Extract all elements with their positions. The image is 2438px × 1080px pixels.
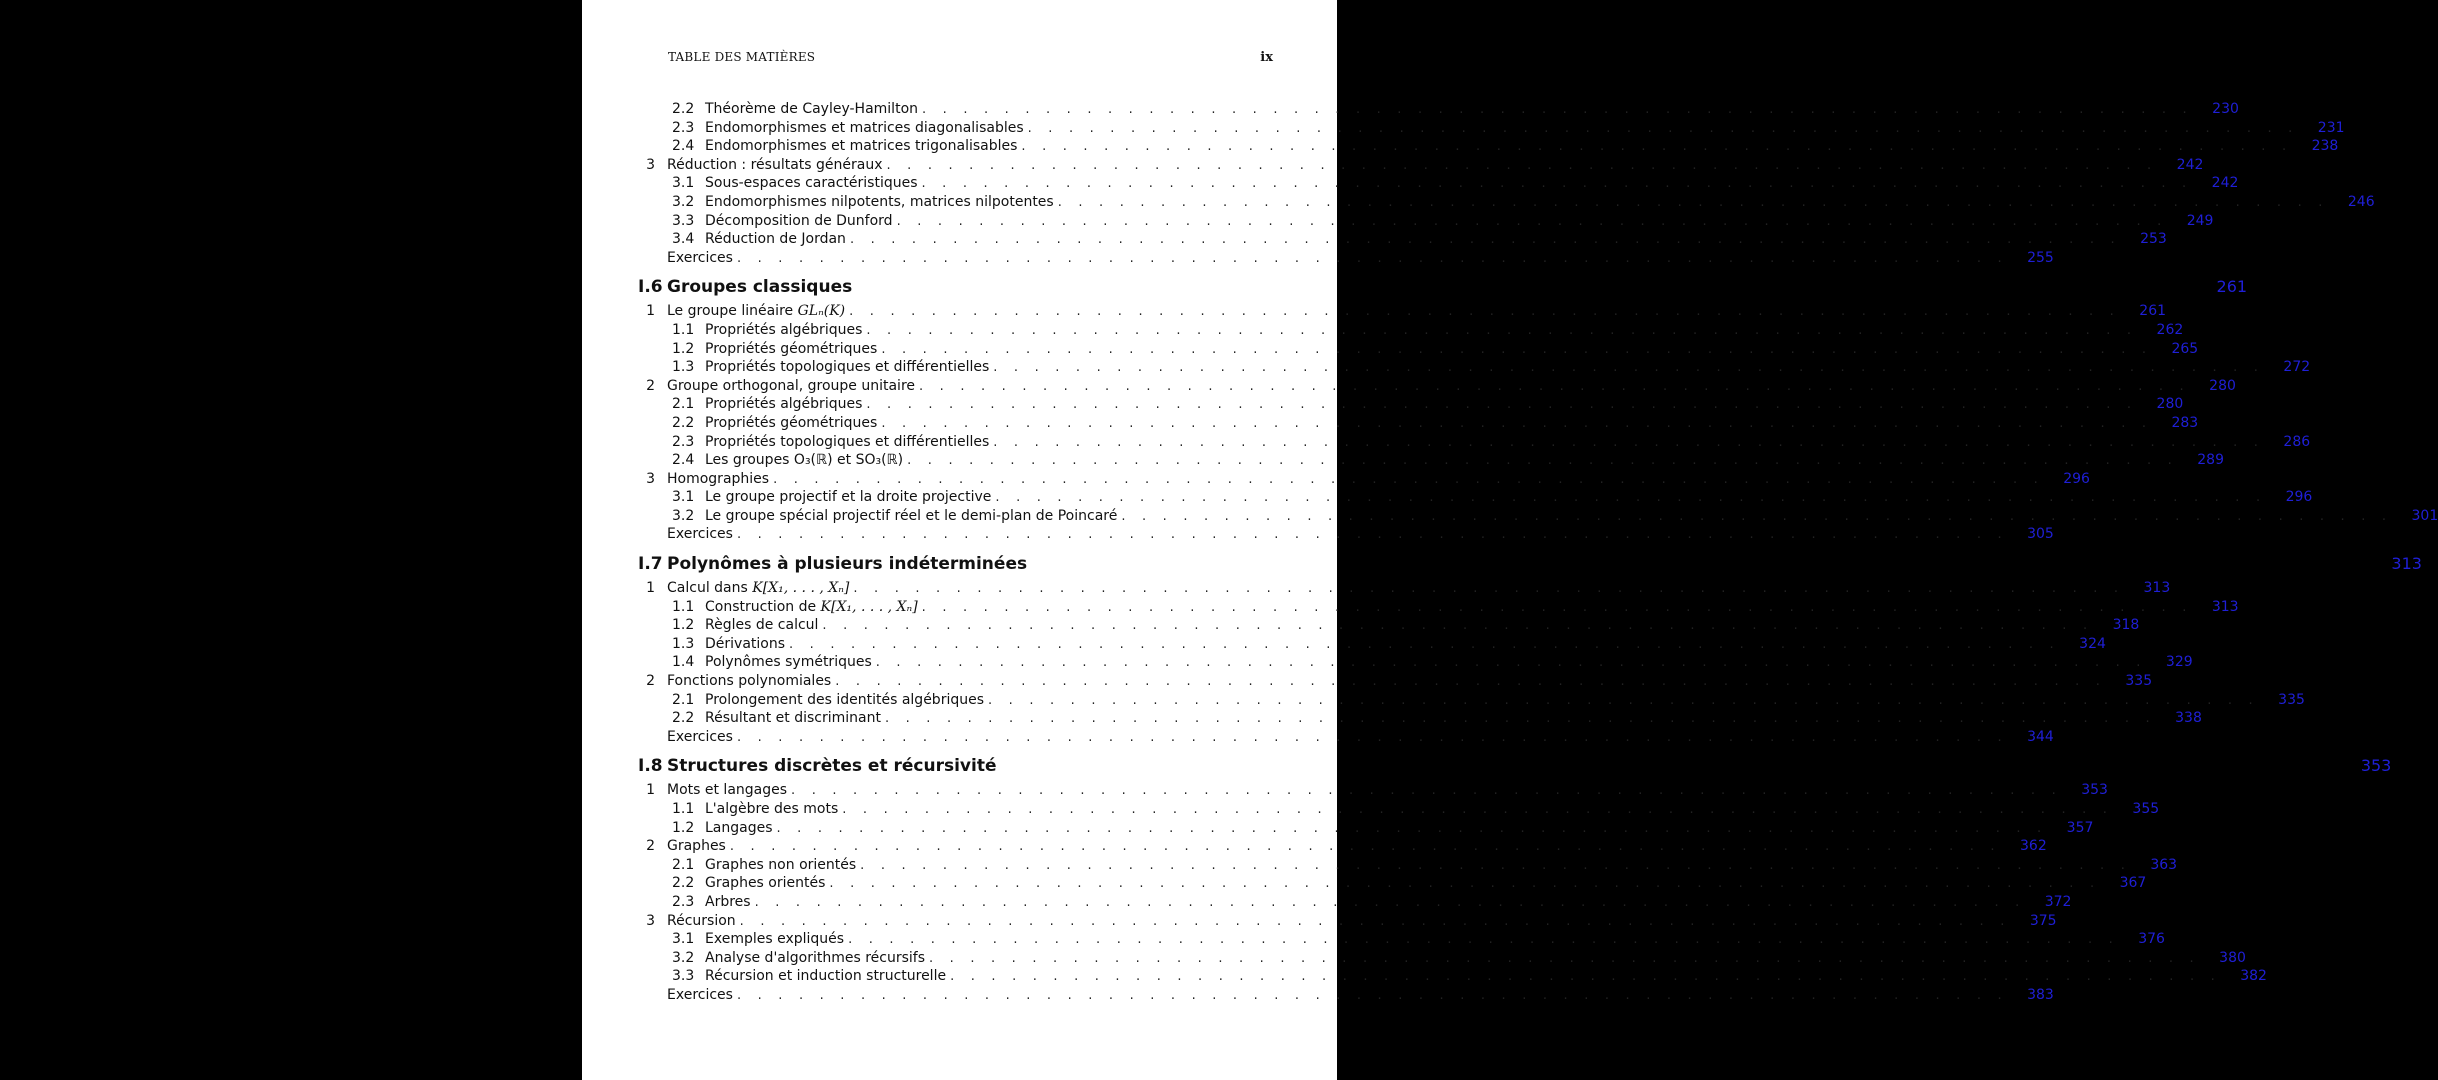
toc-entry-title: [705, 967, 950, 986]
toc-entry[interactable]: [638, 358, 2311, 377]
toc-dot-leader: . . . . . . . . . . . . . . . . . . . . . . . . . . . . . . . . . . . . . . . . . . . . . . . . . . . . . . . . . . . . . .: [886, 157, 2158, 173]
toc-page-link[interactable]: 344: [2027, 728, 2054, 745]
toc-entry-title-text: Polynômes symétriques: [705, 654, 872, 671]
toc-entry[interactable]: [638, 249, 2054, 268]
toc-entry[interactable]: [638, 930, 2165, 949]
toc-entry-math: K[X₁, . . . , Xₙ]: [752, 580, 850, 597]
toc-chapter[interactable]: [638, 550, 2422, 577]
toc-entry[interactable]: [638, 781, 2108, 800]
toc-entry-title-text: Prolongement des identités algébriques: [705, 691, 985, 708]
toc-entry-number: 1.3: [672, 635, 695, 652]
toc-entry-title-text: Graphes non orientés: [705, 856, 857, 873]
toc-entry-title-text: Théorème de Cayley-Hamilton: [705, 101, 919, 117]
toc-entry-title: [705, 635, 789, 654]
toc-entry-number: 2.2: [672, 414, 695, 431]
toc-dot-leader: . . . . . . . . . . . . . . . . . . . . . . . . . . . . . . . . . . . . . . . . . . . . . . . . . . . . . . . . . . . . . .: [736, 250, 2008, 266]
toc-dot-leader: . . . . . . . . . . . . . . . . . . . . . . . . . . . . . . . . . . . . . . . . . . . . . . . . . . . . . . . . . . . . . .: [789, 636, 2060, 652]
toc-entry-number: 3.4: [672, 231, 695, 248]
toc-page-link[interactable]: 338: [2175, 710, 2202, 727]
toc-entry-title-text: Propriétés algébriques: [705, 321, 863, 338]
toc-entry-number: 2.2: [672, 710, 695, 727]
toc-entry[interactable]: [638, 986, 2054, 1005]
table-of-contents: [638, 100, 2438, 1005]
toc-page-link[interactable]: 335: [2125, 673, 2153, 690]
toc-dot-leader: . . . . . . . . . . . . . . . . . . . . . . . . . . . . . . . . . . . . . . . . . . . . . . . . . . . . . . . . . . . . . .: [822, 618, 2094, 634]
toc-entry-number: 2.3: [672, 893, 695, 910]
toc-entry-title: [705, 893, 755, 912]
toc-entry-title: [667, 753, 1000, 780]
toc-entry[interactable]: [638, 302, 2167, 321]
toc-entry-title-text: Récursion: [667, 912, 736, 929]
toc-entry[interactable]: [638, 340, 2199, 359]
toc-dot-leader: . . . . . . . . . . . . . . . . . . . . . . . . . . . . . . . . . . . . . . . . . . . . . . . . . . . . . . . . . . . . . .: [907, 453, 2178, 469]
toc-entry-title: [705, 488, 995, 507]
toc-page-link[interactable]: 255: [2027, 249, 2054, 266]
toc-page-link[interactable]: 301: [2411, 507, 2438, 524]
toc-dot-leader: . . . . . . . . . . . . . . . . . . . . . . . . . . . . . . . . . . . . . . . . . . . . . . . . . . . . . . . . . . . . . .: [1057, 194, 2329, 210]
toc-entry[interactable]: [638, 800, 2160, 819]
toc-entry-title-text: Groupes classiques: [667, 277, 853, 298]
toc-dot-leader: . . . . . . . . . . . . . . . . . . . . . . . . . . . . . . . . . . . . . . . . . . . . . . . . . . . . . . . . . . . . . .: [848, 932, 2119, 948]
toc-page-link[interactable]: 238: [2311, 138, 2339, 155]
toc-entry-title-text: Analyse d'algorithmes récursifs: [705, 949, 926, 966]
toc-entry[interactable]: [638, 653, 2193, 672]
toc-entry-number: I.7: [638, 554, 663, 575]
toc-entry-title: [705, 709, 885, 728]
toc-entry[interactable]: [638, 856, 2178, 875]
toc-entry-title-text: Graphes orientés: [705, 875, 826, 892]
toc-entry[interactable]: [638, 433, 2311, 452]
toc-entry-title: [705, 137, 1021, 156]
toc-entry-title-text: Fonctions polynomiales: [667, 673, 832, 690]
toc-entry-title: [705, 321, 866, 340]
toc-entry[interactable]: [638, 837, 2047, 856]
toc-chapter[interactable]: [638, 273, 2248, 300]
toc-entry[interactable]: [638, 691, 2305, 710]
toc-entry-title-text: Structures discrètes et récursivité: [667, 756, 997, 777]
toc-page-link[interactable]: 313: [2211, 598, 2239, 615]
toc-entry-title: [705, 119, 1028, 138]
toc-dot-leader: . . . . . . . . . . . . . . . . . . . . . . . . . . . . . . . . . . . . . . . . . . . . . . . . . . . . . . . . . . . . . .: [919, 378, 2190, 394]
toc-page-link[interactable]: 363: [2150, 856, 2178, 873]
toc-entry-title-text: Endomorphismes et matrices diagonalisables: [705, 119, 1024, 136]
toc-entry-number: 2.3: [672, 119, 695, 136]
toc-dot-leader: . . . . . . . . . . . . . . . . . . . . . . . . . . . . . . . . . . . . . . . . . . . . . . . . . . . . . . . . . . . . . .: [875, 655, 2147, 671]
toc-dot-leader: . . . . . . . . . . . . . . . . . . . . . . . . . . . . . . . . . . . . . . . . . . . . . . . . . . . . . . . . . . . . . .: [853, 581, 2125, 597]
toc-page-link[interactable]: 329: [2165, 654, 2193, 671]
toc-chapter[interactable]: [638, 752, 2392, 779]
toc-entry-title: [667, 249, 737, 268]
toc-dot-leader: . . . . . . . . . . . . . . . . . . . . . . . . . . . . . . . . . . . . . . . . . . . . . . . . . . . . . . . . . . . . . .: [993, 434, 2265, 450]
toc-entry-title-text: Exemples expliqués: [705, 931, 845, 948]
toc-entry-title: [667, 728, 737, 747]
toc-entry-number: 2.2: [672, 101, 695, 117]
toc-page-link[interactable]: 375: [2029, 912, 2057, 929]
toc-entry-title: [667, 156, 887, 175]
toc-entry-title: [705, 414, 881, 433]
toc-entry-number: 2.3: [672, 433, 695, 450]
toc-dot-leader: . . . . . . . . . . . . . . . . . . . . . . . . . . . . . . . . . . . . . . . . . . . . . . . . . . . . . . . . . . . . . .: [993, 360, 2265, 376]
toc-entry-title-text: Groupe orthogonal, groupe unitaire: [667, 377, 916, 394]
toc-entry-title: [667, 470, 773, 489]
toc-entry-title-text: Sous-espaces caractéristiques: [705, 175, 918, 192]
toc-entry-title-text: Mots et langages: [667, 782, 788, 799]
toc-entry-number: 1.1: [672, 598, 695, 615]
toc-entry[interactable]: [638, 488, 2313, 507]
toc-entry-number: 1.2: [672, 340, 695, 357]
toc-entry-title: [705, 949, 929, 968]
toc-page-link[interactable]: 362: [2020, 838, 2047, 855]
toc-entry[interactable]: [638, 525, 2054, 544]
toc-entry-title-text: Exercices: [667, 526, 733, 543]
toc-entry-title: [705, 874, 829, 893]
toc-entry-number: 3.1: [672, 489, 695, 506]
toc-entry[interactable]: [638, 119, 2345, 138]
toc-dot-leader: . . . . . . . . . . . . . . . . . . . . . . . . . . . . . . . . . . . . . . . . . . . . . . . . . . . . . . . . . . . . . .: [921, 599, 2193, 615]
document-page: [582, 0, 2438, 1080]
toc-entry-title: [667, 912, 740, 931]
toc-entry-number: 3: [646, 470, 655, 487]
toc-page-link[interactable]: 280: [2209, 377, 2236, 394]
toc-entry-number: 3: [646, 912, 655, 929]
toc-entry-title-text: Exercices: [667, 249, 733, 266]
toc-entry-math: K[X₁, . . . , Xₙ]: [820, 598, 918, 615]
toc-entry-title-text: L'algèbre des mots: [705, 801, 839, 817]
toc-page-link[interactable]: 296: [2285, 489, 2313, 506]
toc-entry-number: 2.4: [672, 452, 695, 469]
toc-entry-title-text: Le groupe linéaire: [667, 303, 794, 320]
toc-dot-leader: . . . . . . . . . . . . . . . . . . . . . . . . . . . . . . . . . . . . . . . . . . . . . . . . . . . . . . . . . . . . . .: [791, 783, 2062, 799]
toc-entry-title: [705, 930, 848, 949]
toc-entry-number: 3.1: [672, 175, 695, 192]
toc-entry-title-text: Propriétés algébriques: [705, 396, 863, 413]
toc-page-link[interactable]: 372: [2044, 893, 2072, 910]
toc-page-link[interactable]: 231: [2317, 119, 2345, 136]
toc-page-link[interactable]: 253: [2140, 231, 2167, 248]
toc-entry[interactable]: [638, 967, 2267, 986]
toc-dot-leader: . . . . . . . . . . . . . . . . . . . . . . . . . . . . . . . . . . . . . . . . . . . . . . . . . . . . . . . . . . . . . .: [995, 490, 2267, 506]
toc-entry-title-text: Construction de: [705, 598, 817, 615]
toc-entry[interactable]: [638, 912, 2057, 931]
toc-dot-leader: . . . . . . . . . . . . . . . . . . . . . . . . . . . . . . . . . . . . . . . . . . . . . . . . . . . . . . . . . . . . . .: [929, 950, 2200, 966]
toc-page-link[interactable]: 242: [2211, 175, 2239, 192]
running-head: [668, 50, 1273, 65]
toc-entry-title: [705, 193, 1058, 212]
toc-page-link[interactable]: 262: [2156, 321, 2184, 338]
toc-entry-title: [705, 230, 850, 249]
toc-entry[interactable]: [638, 598, 2239, 617]
toc-dot-leader: . . . . . . . . . . . . . . . . . . . . . . . . . . . . . . . . . . . . . . . . . . . . . . . . . . . . . . . . . . . . . .: [1021, 139, 2293, 155]
toc-page-link[interactable]: 265: [2171, 340, 2199, 357]
toc-dot-leader: . . . . . . . . . . . . . . . . . . . . . . . . . . . . . . . . . . . . . . . . . . . . . . . . . . . . . . . . . . . . . .: [884, 711, 2156, 727]
toc-entry-title: [705, 653, 876, 672]
toc-page-link[interactable]: 261: [2139, 303, 2167, 320]
running-head-title: TABLE DES MATIÈRES: [668, 50, 816, 64]
toc-page-link[interactable]: 318: [2112, 617, 2140, 634]
toc-entry-title: [667, 579, 853, 598]
running-head-page-number: ix: [1260, 50, 1273, 65]
toc-entry[interactable]: [638, 174, 2239, 193]
toc-entry-number: 3.1: [672, 931, 695, 948]
toc-entry-title: [667, 781, 791, 800]
toc-dot-leader: . . . . . . . . . . . . . . . . . . . . . . . . . . . . . . . . . . . . . . . . . . . . . . . . . . . . . . . . . . . . . .: [835, 674, 2107, 690]
toc-dot-leader: . . . . . . . . . . . . . . . . . . . . . . . . . . . . . . . . . . . . . . . . . . . . . . . . . . . . . . . . . . . . . .: [922, 102, 2193, 117]
toc-entry-title: [705, 212, 897, 231]
toc-dot-leader: . . . . . . . . . . . . . . . . . . . . . . . . . . . . . . . . . . . . . . . . . . . . . . . . . . . . . . . . . . . . . .: [881, 415, 2153, 431]
toc-entry[interactable]: [638, 156, 2204, 175]
toc-dot-leader: . . . . . . . . . . . . . . . . . . . . . . . . . . . . . . . . . . . . . . . . . . . . . . . . . . . . . . . . . . . . . .: [849, 304, 2121, 320]
toc-entry-number: 1.1: [672, 801, 695, 817]
toc-entry-title-text: Langages: [705, 819, 773, 836]
toc-entry[interactable]: [638, 819, 2094, 838]
toc-entry-number: 3.3: [672, 212, 695, 229]
toc-entry-title: [705, 819, 777, 838]
toc-dot-leader: . . . . . . . . . . . . . . . . . . . . . . . . . . . . . . . . . . . . . . . . . . . . . . . . . . . . . . . . . . . . . .: [754, 894, 2026, 910]
toc-dot-leader: . . . . . . . . . . . . . . . . . . . . . . . . . . . . . . . . . . . . . . . . . . . . . . . . . . . . . . . . . . . . . .: [776, 820, 2048, 836]
toc-dot-leader: . . . . . . . . . . . . . . . . . . . . . . . . . . . . . . . . . . . . . . . . . . . . . . . . . . . . . . . . . . . . . .: [736, 527, 2008, 543]
toc-entry-title: [667, 986, 737, 1005]
toc-dot-leader: . . . . . . . . . . . . . . . . . . . . . . . . . . . . . . . . . . . . . . . . . . . . . . . . . . . . . . . . . . . . . .: [736, 729, 2008, 745]
toc-entry[interactable]: [638, 579, 2171, 598]
toc-entry[interactable]: [638, 709, 2202, 728]
toc-page-link[interactable]: 313: [2143, 580, 2171, 597]
toc-entry-title: [705, 433, 993, 452]
toc-page-link[interactable]: 280: [2156, 396, 2184, 413]
toc-entry-number: 3.2: [672, 949, 695, 966]
toc-entry[interactable]: [638, 137, 2339, 156]
toc-page-link[interactable]: 305: [2027, 526, 2054, 543]
toc-entry-title-text: Polynômes à plusieurs indéterminées: [667, 554, 1028, 575]
toc-entry-title: [705, 358, 993, 377]
toc-page-link[interactable]: 382: [2240, 968, 2267, 985]
toc-entry-number: 1: [646, 580, 655, 597]
toc-page-link[interactable]: 353: [2360, 756, 2392, 776]
toc-dot-leader: . . . . . . . . . . . . . . . . . . . . . . . . . . . . . . . . . . . . . . . . . . . . . . . . . . . . . . . . . . . . . .: [829, 876, 2101, 892]
toc-entry-number: 2.2: [672, 875, 695, 892]
toc-dot-leader: . . . . . . . . . . . . . . . . . . . . . . . . . . . . . . . . . . . . . . . . . . . . . . . . . . . . . . . . . . . . . .: [921, 176, 2193, 192]
toc-entry[interactable]: [638, 451, 2224, 470]
toc-page-link[interactable]: 367: [2119, 875, 2147, 892]
toc-page-link[interactable]: 335: [2278, 691, 2305, 708]
toc-entry-title: [705, 800, 842, 819]
toc-entry-title-text: Récursion et induction structurelle: [705, 968, 947, 985]
toc-entry-number: 3: [646, 156, 655, 173]
toc-entry-title-text: Décomposition de Dunford: [705, 212, 893, 229]
toc-entry-title-text: Réduction de Jordan: [705, 231, 846, 248]
toc-entry-number: 1.4: [672, 654, 695, 671]
toc-entry-title-text: Homographies: [667, 470, 770, 487]
toc-entry-title: [705, 340, 881, 359]
toc-entry-title: [667, 837, 730, 856]
toc-entry[interactable]: [638, 193, 2375, 212]
toc-entry-number: 2.1: [672, 856, 695, 873]
toc-entry-number: 2.1: [672, 396, 695, 413]
toc-entry-title: [667, 377, 919, 396]
toc-entry-number: I.8: [638, 756, 663, 777]
toc-entry-title-text: Propriétés topologiques et différentielles: [705, 433, 990, 450]
toc-entry[interactable]: [638, 321, 2184, 340]
toc-entry-title: [705, 451, 907, 470]
toc-dot-leader: . . . . . . . . . . . . . . . . . . . . . . . . . . . . . . . . . . . . . . . . . . . . . . . . . . . . . . . . . . . . . .: [773, 471, 2044, 487]
toc-entry[interactable]: [638, 212, 2214, 231]
toc-entry-title: [705, 507, 1121, 526]
toc-entry[interactable]: [638, 893, 2072, 912]
toc-dot-leader: . . . . . . . . . . . . . . . . . . . . . . . . . . . . . . . . . . . . . . . . . . . . . . . . . . . . . . . . . . . . . .: [849, 232, 2121, 248]
toc-entry-title-text: Propriétés géométriques: [705, 414, 878, 431]
toc-page-link[interactable]: 296: [2063, 470, 2090, 487]
toc-entry-number: 2: [646, 377, 655, 394]
toc-entry-number: 1.3: [672, 359, 695, 376]
toc-entry-title: [667, 274, 856, 301]
toc-entry-title: [667, 525, 737, 544]
toc-entry[interactable]: [638, 672, 2153, 691]
toc-entry-title: [705, 691, 988, 710]
toc-entry-math: GLₙ(K): [797, 303, 846, 320]
toc-entry-title-text: Arbres: [705, 893, 751, 910]
toc-entry[interactable]: [638, 377, 2236, 396]
toc-entry-title-text: Dérivations: [705, 635, 786, 652]
toc-entry-title: [705, 395, 866, 414]
toc-entry-title-text: Les groupes O₃(ℝ) et SO₃(ℝ): [705, 452, 904, 469]
toc-entry-number: 3.3: [672, 968, 695, 985]
toc-entry-title-text: Propriétés topologiques et différentielles: [705, 359, 990, 376]
toc-entry-number: 2.4: [672, 138, 695, 155]
toc-entry-number: 2.1: [672, 691, 695, 708]
toc-dot-leader: . . . . . . . . . . . . . . . . . . . . . . . . . . . . . . . . . . . . . . . . . . . . . . . . . . . . . . . . . . . . . .: [950, 969, 2221, 985]
toc-dot-leader: . . . . . . . . . . . . . . . . . . . . . . . . . . . . . . . . . . . . . . . . . . . . . . . . . . . . . . . . . . . . . .: [860, 857, 2132, 873]
toc-entry-number: 1: [646, 782, 655, 799]
toc-page-link[interactable]: 380: [2219, 949, 2246, 966]
toc-page-link[interactable]: 357: [2066, 819, 2094, 836]
toc-entry-title-text: Résultant et discriminant: [705, 710, 881, 727]
toc-page-link[interactable]: 324: [2079, 635, 2106, 652]
toc-page-link[interactable]: 246: [2347, 193, 2375, 210]
toc-entry-title: [705, 616, 822, 635]
toc-entry-title-text: Endomorphismes nilpotents, matrices nilpotentes: [705, 193, 1054, 210]
toc-entry-title-text: Réduction : résultats généraux: [667, 156, 883, 173]
toc-page-link[interactable]: 353: [2081, 782, 2108, 799]
toc-page-link[interactable]: 313: [2391, 554, 2422, 574]
toc-entry-number: 2: [646, 838, 655, 855]
toc-dot-leader: . . . . . . . . . . . . . . . . . . . . . . . . . . . . . . . . . . . . . . . . . . . . . . . . . . . . . . . . . . . . . .: [881, 341, 2153, 357]
toc-page-link[interactable]: 283: [2171, 414, 2199, 431]
toc-entry-number: I.6: [638, 277, 663, 298]
toc-entry-title: [705, 100, 922, 119]
toc-entry[interactable]: [638, 414, 2199, 433]
toc-entry-number: 1.1: [672, 321, 695, 338]
toc-entry[interactable]: [638, 230, 2167, 249]
toc-page-link[interactable]: 249: [2186, 212, 2214, 229]
toc-entry-number: 3.2: [672, 507, 695, 524]
toc-page-link[interactable]: 286: [2283, 433, 2311, 450]
toc-entry-title: [705, 598, 922, 617]
toc-entry[interactable]: [638, 728, 2054, 747]
toc-dot-leader: . . . . . . . . . . . . . . . . . . . . . . . . . . . . . . . . . . . . . . . . . . . . . . . . . . . . . . . . . . . . . .: [866, 322, 2138, 338]
toc-entry-number: 2: [646, 673, 655, 690]
toc-dot-leader: . . . . . . . . . . . . . . . . . . . . . . . . . . . . . . . . . . . . . . . . . . . . . . . . . . . . . . . . . . . . . .: [1027, 120, 2299, 136]
toc-entry-title-text: Propriétés géométriques: [705, 340, 878, 357]
toc-entry[interactable]: [638, 616, 2140, 635]
toc-entry-title-text: Endomorphismes et matrices trigonalisables: [705, 138, 1018, 155]
toc-entry-title-text: Le groupe spécial projectif réel et le demi-plan de Poincaré: [705, 507, 1118, 524]
toc-entry-title-text: Règles de calcul: [705, 617, 819, 634]
toc-entry-title-text: Exercices: [667, 986, 733, 1003]
toc-dot-leader: . . . . . . . . . . . . . . . . . . . . . . . . . . . . . . . . . . . . . . . . . . . . . . . . . . . . . . . . . . . . . .: [866, 397, 2138, 413]
toc-entry-title-text: Graphes: [667, 838, 726, 855]
toc-dot-leader: . . . . . . . . . . . . . . . . . . . . . . . . . . . . . . . . . . . . . . . . . . . . . . . . . . . . . . . . . . . . . .: [739, 913, 2011, 929]
toc-dot-leader: . . . . . . . . . . . . . . . . . . . . . . . . . . . . . . . . . . . . . . . . . . . . . . . . . . . . . . . . . . . . . .: [842, 802, 2114, 817]
toc-entry-title: [667, 302, 849, 321]
toc-dot-leader: . . . . . . . . . . . . . . . . . . . . . . . . . . . . . . . . . . . . . . . . . . . . . . . . . . . . . . . . . . . . . .: [729, 839, 2001, 855]
toc-entry-title-text: Exercices: [667, 728, 733, 745]
toc-dot-leader: . . . . . . . . . . . . . . . . . . . . . . . . . . . . . . . . . . . . . . . . . . . . . . . . . . . . . . . . . . . . . .: [736, 987, 2008, 1003]
toc-dot-leader: . . . . . . . . . . . . . . . . . . . . . . . . . . . . . . . . . . . . . . . . . . . . . . . . . . . . . . . . . . . . . .: [1121, 508, 2393, 524]
toc-entry-title: [667, 551, 1031, 578]
toc-page-link[interactable]: 242: [2176, 156, 2204, 173]
toc-entry-title: [705, 856, 860, 875]
toc-page-link[interactable]: 289: [2197, 452, 2224, 469]
toc-entry-number: 3.2: [672, 193, 695, 210]
toc-entry-title: [667, 672, 835, 691]
toc-entry[interactable]: [638, 395, 2184, 414]
toc-page-link[interactable]: 261: [2216, 277, 2248, 297]
toc-entry[interactable]: [638, 100, 2239, 119]
toc-entry-title-text: Le groupe projectif et la droite projective: [705, 489, 992, 506]
toc-entry-title-text: Calcul dans: [667, 580, 748, 597]
toc-page-link[interactable]: 355: [2132, 801, 2160, 817]
toc-page-link[interactable]: 272: [2283, 359, 2311, 376]
toc-entry-number: 1.2: [672, 617, 695, 634]
toc-entry-number: 1.2: [672, 819, 695, 836]
toc-entry[interactable]: [638, 507, 2438, 526]
toc-entry[interactable]: [638, 470, 2090, 489]
toc-entry[interactable]: [638, 949, 2246, 968]
toc-entry-title: [705, 174, 922, 193]
toc-page-link[interactable]: 230: [2212, 101, 2239, 117]
toc-entry[interactable]: [638, 635, 2106, 654]
toc-page-link[interactable]: 376: [2138, 931, 2165, 948]
toc-dot-leader: . . . . . . . . . . . . . . . . . . . . . . . . . . . . . . . . . . . . . . . . . . . . . . . . . . . . . . . . . . . . . .: [988, 692, 2259, 708]
toc-entry[interactable]: [638, 874, 2147, 893]
toc-dot-leader: . . . . . . . . . . . . . . . . . . . . . . . . . . . . . . . . . . . . . . . . . . . . . . . . . . . . . . . . . . . . . .: [896, 213, 2168, 229]
toc-page-link[interactable]: 383: [2027, 986, 2054, 1003]
toc-entry-number: 1: [646, 303, 655, 320]
